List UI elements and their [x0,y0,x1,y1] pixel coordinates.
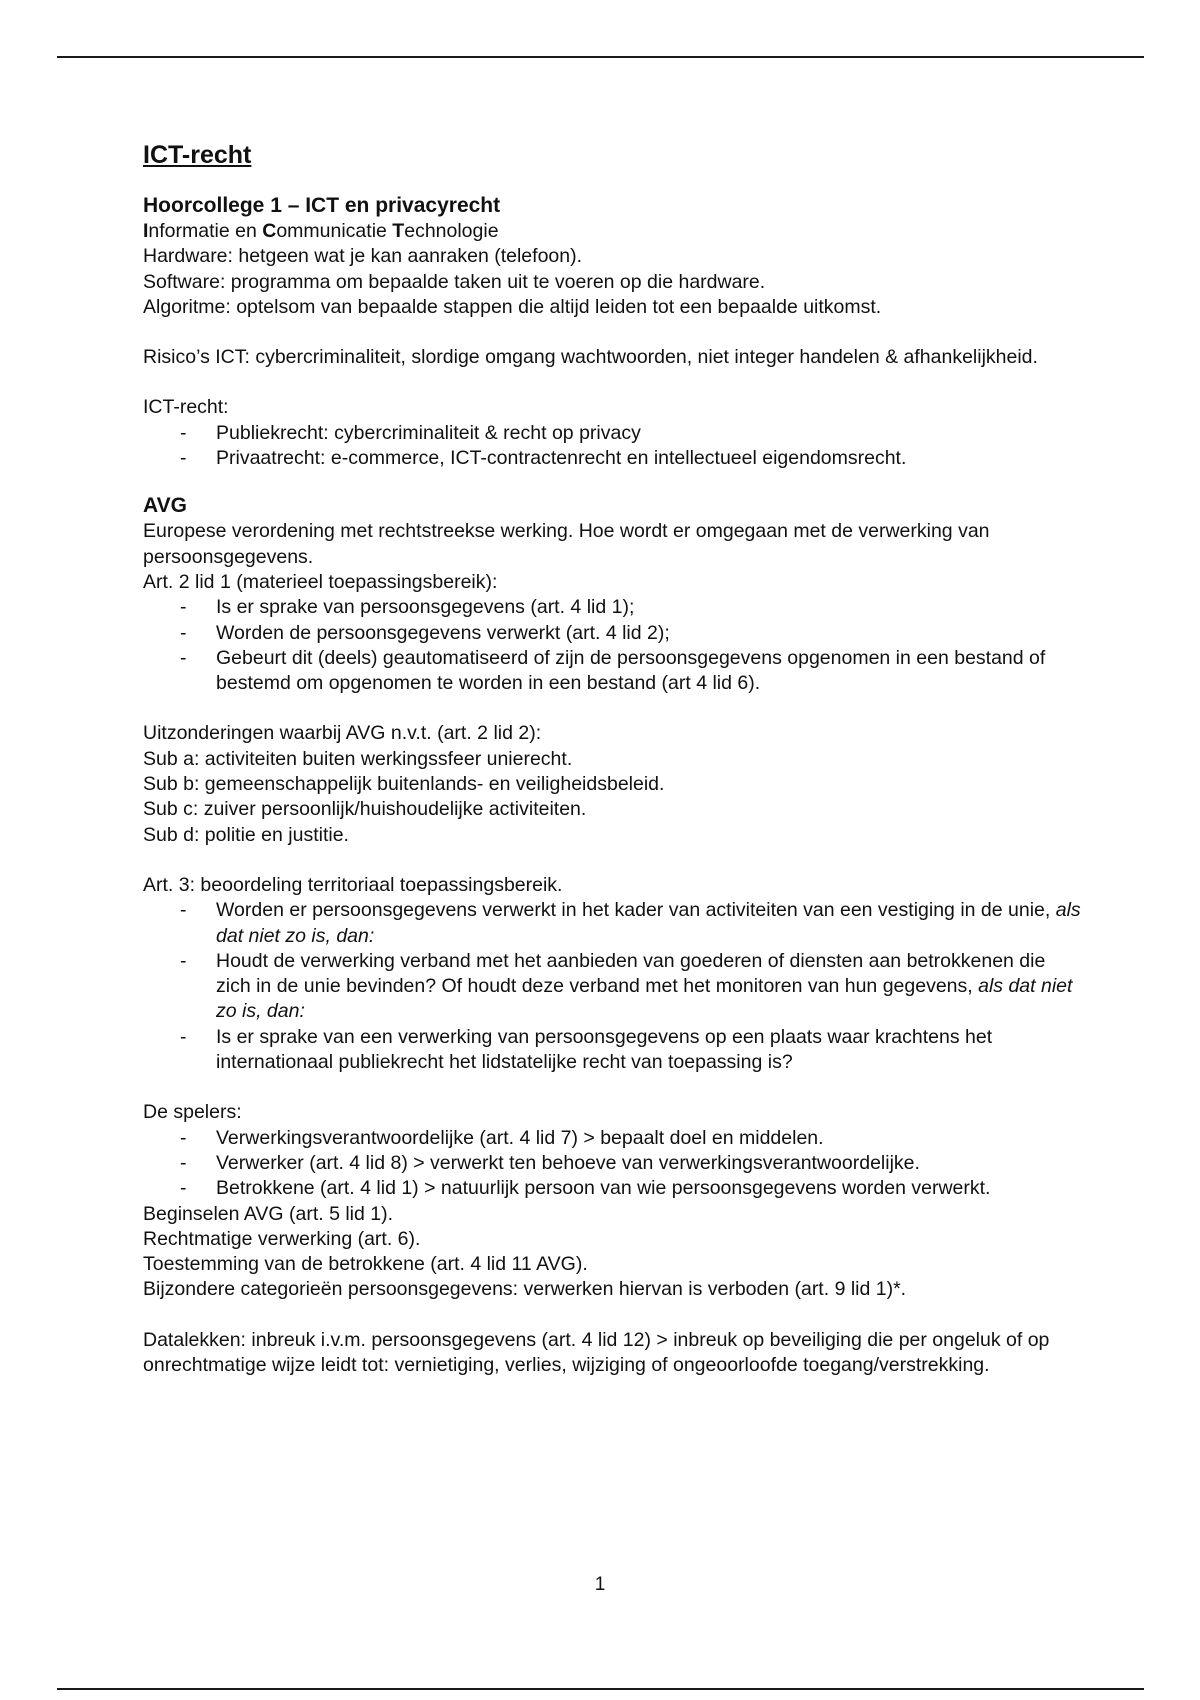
ict-initial: I [143,220,149,242]
lecture-heading: Hoorcollege 1 – ICT en privacyrecht [143,194,501,217]
material-scope-intro: Art. 2 lid 1 (materieel toepassingsbereik): [143,570,498,593]
exception-sub-c: Sub c: zuiver persoonlijk/huishoudelijke activiteiten. [143,798,587,821]
ict-expansion [143,219,1083,244]
ict-law-list [143,421,1083,472]
list-item-text: Houdt de verwerking verband met het aanbieden van goederen of diensten aan betrokkenen die zich in de unie bevinden? Of houdt deze verband met het monitoren van hun gegevens, [216,949,1046,998]
players-intro: De spelers: [143,1101,242,1124]
page-top-rule [57,56,1144,58]
exception-sub-b: Sub b: gemeenschappelijk buitenlands- en veiligheidsbeleid. [143,773,665,796]
definition-algorithm: Algoritme: optelsom van bepaalde stappen die altijd leiden tot een bepaalde uitkomst. [143,295,882,318]
territorial-list [143,898,1083,1075]
principle-line: Beginselen AVG (art. 5 lid 1). [143,1202,394,1225]
definition-hardware: Hardware: hetgeen wat je kan aanraken (telefoon). [143,245,583,268]
list-item: - Betrokkene (art. 4 lid 1) > natuurlijk persoon van wie persoonsgegevens worden verwerkt. [216,1176,1083,1201]
exception-sub-a: Sub a: activiteiten buiten werkingssfeer unierecht. [143,747,573,770]
players-list [143,1126,1083,1202]
list-item-text: Worden er persoonsgegevens verwerkt in het kader van activiteiten van een vestiging in de unie, [216,899,1056,922]
ict-initial: T [392,220,405,242]
document-title: ICT-recht [143,141,252,169]
list-item-text: Is er sprake van een verwerking van persoonsgegevens op een plaats waar krachtens het internationaal publiekrecht het lidstatelijke recht van toepassing is? [216,1025,993,1074]
exceptions-intro: Uitzonderingen waarbij AVG n.v.t. (art. 2 lid 2): [143,722,542,745]
list-item [216,1025,1083,1076]
page-content [143,140,1083,1378]
ict-word: echnologie [404,220,499,242]
page-number: 1 [594,1574,606,1595]
list-item: - Gebeurt dit (deels) geautomatiseerd of zijn de persoonsgegevens opgenomen in een bestand of bestemd om opgenomen te worden in een bestand (art 4 lid 6). [216,646,1083,697]
avg-heading: AVG [143,494,187,518]
principle-line: Rechtmatige verwerking (art. 6). [143,1227,421,1250]
ict-word: ommunicatie [276,220,393,242]
ict-initial: C [262,220,277,242]
territorial-intro: Art. 3: beoordeling territoriaal toepassingsbereik. [143,873,563,896]
avg-intro: Europese verordening met rechtstreekse werking. Hoe wordt er omgegaan met de verwerking van persoonsgegevens. [143,520,990,568]
list-item-italic: als dat niet zo is, dan: [216,899,1081,947]
principle-line: Bijzondere categorieën persoonsgegevens: verwerken hiervan is verboden (art. 9 lid 1)*. [143,1278,907,1301]
list-item-italic: als dat niet zo is, dan: [216,975,1073,1023]
principle-line: Toestemming van de betrokkene (art. 4 lid 11 AVG). [143,1253,588,1276]
definition-software: Software: programma om bepaalde taken uit te voeren op die hardware. [143,270,766,293]
list-item: - Verwerker (art. 4 lid 8) > verwerkt ten behoeve van verwerkingsverantwoordelijke. [216,1151,1083,1176]
list-item: - Worden de persoonsgegevens verwerkt (art. 4 lid 2); [216,621,1083,646]
ict-law-intro: ICT-recht: [143,396,229,419]
ict-word: nformatie en [148,220,263,242]
list-item: - Publiekrecht: cybercriminaliteit & recht op privacy [216,421,1083,446]
exception-sub-d: Sub d: politie en justitie. [143,823,349,846]
list-item: - Is er sprake van persoonsgegevens (art. 4 lid 1); [216,595,1083,620]
list-item: - Verwerkingsverantwoordelijke (art. 4 lid 7) > bepaalt doel en middelen. [216,1126,1083,1151]
list-item: - Privaatrecht: e-commerce, ICT-contractenrecht en intellectueel eigendomsrecht. [216,446,1083,471]
ict-risks: Risico’s ICT: cybercriminaliteit, slordige omgang wachtwoorden, niet integer handelen & afhankelijkheid. [143,346,1038,369]
data-breach: Datalekken: inbreuk i.v.m. persoonsgegevens (art. 4 lid 12) > inbreuk op beveiliging die per ongeluk of op onrechtmatige wijze leidt tot: vernietiging, verlies, wijziging of ongeoorloofde toegang/verstrekking. [143,1328,1050,1376]
list-item [216,949,1083,1025]
page-bottom-rule [57,1688,1144,1690]
list-item [216,898,1083,949]
material-scope-list [143,595,1083,696]
